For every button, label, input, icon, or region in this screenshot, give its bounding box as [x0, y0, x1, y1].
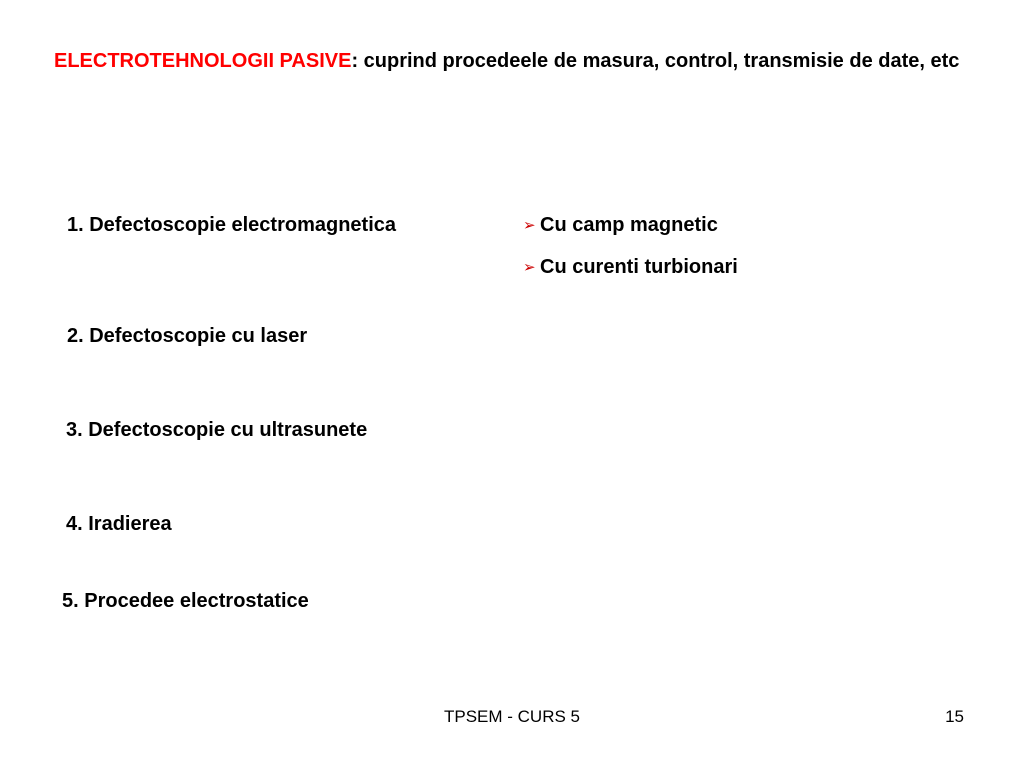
list-item-3: 3. Defectoscopie cu ultrasunete — [66, 419, 368, 441]
arrow-bullet-icon: ➢ — [523, 259, 536, 276]
list-item-1: 1. Defectoscopie electromagnetica — [67, 214, 397, 236]
sub-item-label: Cu curenti turbionari — [540, 256, 738, 278]
intro-paragraph — [54, 47, 996, 76]
sub-item-label: Cu camp magnetic — [540, 214, 718, 236]
footer-title: TPSEM - CURS 5 — [443, 707, 581, 726]
sub-item-2 — [523, 255, 738, 280]
list-item-4: 4. Iradierea — [66, 513, 172, 535]
page-number: 15 — [945, 707, 964, 726]
intro-text: : cuprind procedeele de masura, control, transmisie de date, etc — [351, 50, 960, 72]
list-item-2: 2. Defectoscopie cu laser — [67, 325, 308, 347]
sub-item-1 — [523, 213, 718, 238]
arrow-bullet-icon: ➢ — [523, 217, 536, 234]
intro-heading: ELECTROTEHNOLOGII PASIVE — [54, 50, 352, 72]
list-item-5: 5. Procedee electrostatice — [62, 590, 309, 612]
